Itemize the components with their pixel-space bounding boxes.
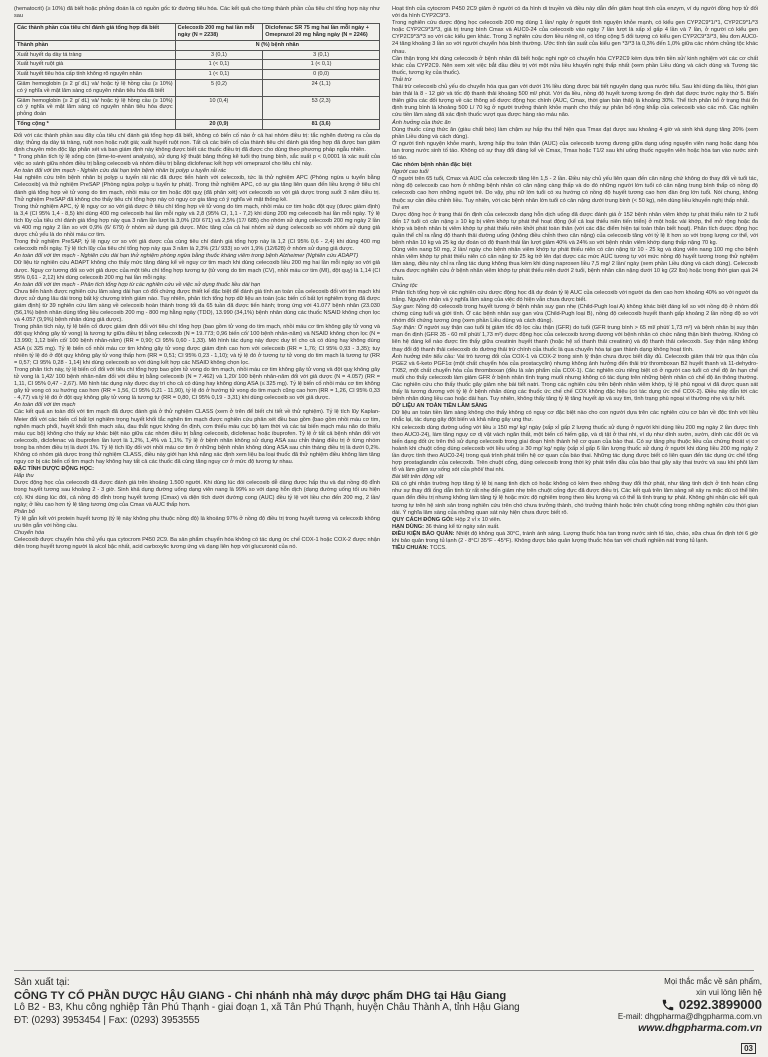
body-paragraph: Dùng viên nang 50 mg, 2 lần/ ngày cho bệnh nhân viêm khớp tự phát thiếu niên có cân nặng từ 10 - 25 kg và dùng viên nang 100 mg cho bệnh nhân viêm khớp tự phát thiếu niên có cân nặng từ 25 kg trở lên đạt được các mức AUC tương tự với mức nồng độ huyết tương trong thử nghiệm lâm sàng, điều này chỉ ra rằng tác dụng không thua kém khi dùng naproxen liều 7,5 mg/ 2 lần/ ngày (xem phần Liều dùng và cách dùng). Celecoxib chưa được nghiên cứu ở bệnh nhân viêm khớp tự phát thiếu niên dưới 2 tuổi, bệnh nhân cân nặng dưới 10 kg (22 lbs) hoặc trong thời gian quá 24 tuần.: [392, 247, 758, 282]
packaging-value: Hộp 2 vỉ x 10 viên.: [455, 516, 502, 523]
section-heading: Trẻ em: [392, 204, 410, 211]
body-paragraph-renal: [392, 325, 758, 353]
inline-text: Vai trò tương đối của COX-1 và COX-2 trong sinh lý thận chưa được biết đầy đủ. Celecoxib giảm thải trừ qua thận của PGE2 và 6-keto PGF1α (một chất chuyển hóa của prostacyclin) nhưng không ảnh hưởng đến thải trừ thromboxan B2 huyết thanh và 11-dehydro-TXB2, một chất chuyển hóa của thromboxan (đều là sản phẩm của COX-1). Các nghiên cứu riêng biệt có ở người cao tuổi có chế độ ăn hạn chế muối cho thấy celecoxib làm giảm GFR ở bệnh nhân tình trạng muối nhưng không có tác dụng trên những bệnh nhân có chế độ ăn thông thường. Các nghiên cứu cho thấy thuốc gây giảm nhẹ bài tiết natri. Trong các nghiên cứu trên bệnh nhân viêm khớp, tỷ lệ phù ngoại vi đã được quan sát thấy là tương đương với tỷ lệ ở bệnh nhân dùng các thuốc ức chế chế COX không đặc hiệu (có tác dụng ức chế COX-2). Điều này dẫn tới các bệnh nhân dùng liều cao hoặc dài hạn. Tuy nhiên, không thấy tăng tỷ lệ tăng huyết áp và suy tim, tình trạng phù ngoại vi thường nhẹ và tự hết.: [392, 353, 758, 403]
body-paragraph: Hoạt tính của cytocrom P450 2C9 giảm ở người có đa hình di truyền và điều này dẫn đến giảm hoạt tính của enzym, ví dụ người đồng hợp tử đối với đa hình CYP2C9*3.: [392, 6, 758, 20]
table-head-diclofenac: Diclofenac SR 75 mg hai lần mỗi ngày + Omeprazol 20 mg hằng ngày (N = 2246): [263, 24, 380, 41]
body-paragraph: Trong thử nghiệm PreSAP, tỷ lệ nguy cơ so với giả dược của cùng tiêu chí đánh giá tổng hợp này là 1,2 (CI 95% 0,6 - 2,4) khi dùng 400 mg celecoxib mỗi ngày. Tỷ lệ tích lũy của tiêu chí tổng hợp này qua 3 năm là 2,3% (21/ 933) so với 1,9% (12/628) ở nhóm sử dụng giả dược.: [14, 239, 380, 253]
table-cell-label: Tổng cộng *: [15, 119, 176, 129]
table-cell-diclofenac: 24 (1,1): [263, 79, 380, 96]
body-paragraph: Celecoxib được chuyển hóa chủ yếu qua cytocrom P450 2C9. Ba sản phẩm chuyển hóa không có tác dụng ức chế COX-1 hoặc COX-2 được nhận diện trong huyết tương người là alcol bậc nhất, acid carboxylic tương ứng và dạng liên hợp với glucuronid của nó.: [14, 537, 380, 551]
table-subheader-row: [15, 40, 380, 50]
manufacturer-label: Sản xuất tại:: [14, 977, 70, 988]
contact-email[interactable]: E-mail: dhgpharma@dhgpharma.com.vn: [617, 1012, 762, 1021]
contact-block: [590, 977, 762, 1033]
section-heading-special: Các nhóm bệnh nhân đặc biệt: [392, 162, 472, 169]
inline-text: Nồng độ celecoxib trong huyết tương ở bệnh nhân suy gan nhẹ (Child-Pugh loại A) không khác biệt đáng kể so với nồng độ ở nhóm đối chứng cùng tuổi và giới tính. Ở các bệnh nhân suy gan vừa (Child-Pugh loại B), nồng độ celecoxib huyết thanh gấp khoảng 2 lần nồng độ so với nhóm đối chứng tương ứng (xem phần Liều dùng và cách dùng).: [392, 303, 758, 325]
section-heading-preclinical: DỮ LIỆU AN TOÀN TIỀN LÂM SÀNG: [392, 403, 488, 410]
inline-heading: Suy gan:: [392, 303, 417, 310]
footer-divider: [14, 970, 754, 971]
body-paragraph: Cần thận trọng khi dùng celecoxib ở bệnh nhân đã biết hoặc nghi ngờ có chuyển hóa CYP2C9 kém dựa trên tiền sử/ kinh nghiệm với các cơ chất khác của CYP2C9. Nên xem xét việc bắt đầu điều trị với một nửa liều khuyến nghị thấp nhất (xem phần Liều dùng và cách dùng và Tương tác thuốc, tương kỵ của thuốc).: [392, 55, 758, 76]
table-cell-celecoxib: 5 (0,2): [175, 79, 263, 96]
company-name: CÔNG TY CỔ PHẦN DƯỢC HẬU GIANG - Chi nhánh nhà máy dược phẩm DHG tại Hậu Giang: [14, 989, 507, 1002]
section-heading: Ảnh hưởng của thức ăn: [392, 119, 451, 126]
body-paragraph: Thải trừ celecoxib chủ yếu do chuyển hóa qua gan với dưới 1% liều dùng được bài tiết nguyên dạng qua nước tiểu. Sau khi dùng đa liều, thời gian bán thải là 8 - 12 giờ và tốc độ thanh thải khoảng 500 ml/ phút. Với đa liều, nồng độ huyết tương tương ổn định đạt được trước ngày thứ 5. Biến thiên giữa các đối tượng về các thông số dược động học chính (AUC, Cmax, thời gian bán thải) là khoảng 30%. Thể tích phân bố ở trạng thái ổn định trung bình là khoảng 500 L/ 70 kg ở người trưởng thành khỏe mạnh cho thấy sự phân bố rộng khắp của celecoxib vào các mô. Các nghiên cứu tiền lâm sàng đã xác định thuốc vượt qua được hàng rào máu não.: [392, 84, 758, 119]
inline-heading: Suy thận:: [392, 325, 418, 332]
company-phone-fax: ĐT: (0293) 3953454 | Fax: (0293) 3953555: [14, 1014, 200, 1026]
phone-icon: [661, 998, 675, 1012]
table-cell-celecoxib: 1 (< 0,1): [175, 70, 263, 80]
section-heading: Thải trừ: [392, 76, 412, 83]
body-paragraph: Trong phân tích này, tỷ lệ biến cố đối với tiêu chí tổng hợp bao gồm tử vong do tim mạch, nhồi máu cơ tim không gây tử vong và đột quỵ không gây tử vong là 1,42/ 100 bệnh nhân-năm đối với điều trị bằng celecoxib (N = 7.462) và 1,20/ 100 bệnh nhân-năm đối với giả dược (N = 4.057) (RR = 1,11, CI 95% 0,47 - 2,67). Mô hình tác dụng này được duy trì cho cả có dùng hay không dùng ASA (≤ 325 mg). Tỷ lệ biến cố nhồi máu cơ tim không gây tử vong có xu hướng cao hơn (RR = 1,56, CI 95% 0,21 - 11,90), tỷ lệ đó ở hướng tử vong do tim mạch cũng cao hơn (RR = 1,26, CI 95% 0,33 - 4,77) và tỷ lệ đó ở đột quỵ không gây tử vong là tương tự (RR = 0,80, CI 95% 0,19 - 3,31) khi dùng celecoxib so với giả dược.: [14, 366, 380, 402]
body-paragraph: Trong phân tích này, tỷ lệ biến cố được giám định đối với tiêu chí tổng hợp (bao gồm tử vong do tim mạch, nhồi máu cơ tim không gây tử vong và đột quỵ không gây tử vong) là tương tự giữa điều trị bằng celecoxib (N = 19.773; 0,96 biến cố/ 100 bệnh nhân-năm) và NSAID không chọn lọc (N = 13.990; 1,12 biến cố/ 100 bệnh nhân-năm) (RR = 0,90; CI 95% 0,60 - 1,33). Mô hình tác dụng này được duy trì cho cả có dùng hay không dùng ASA (≤ 325 mg). Tỷ lệ biến cố nhồi máu cơ tim không gây tử vong được giám định cao hơn với celecoxib (RR = 1,76; CI 95% 0,93 - 3,35); tuy nhiên tỷ lệ đó ở đột quỵ không gây tử vong thấp hơn (RR = 0,51; CI 95% 0,23 - 1,10); và tỷ lệ đó ở tương tự tử vong do tim mạch là tương tự (RR = 0,57; CI 95% 0,28 - 1,14) khi dùng celecoxib so với dùng kết hợp các NSAID không chọn lọc.: [14, 324, 380, 366]
standard-label: TIÊU CHUẨN:: [392, 545, 430, 552]
table-total-row: [15, 119, 380, 129]
section-heading: An toàn đối với tim mạch: [14, 402, 76, 409]
body-paragraph: Ở người trên 65 tuổi, Cmax và AUC của celecoxib tăng lên 1,5 - 2 lần. Điều này chủ yếu liên quan đến cân nặng chứ không do thay đổi về tuổi tác, nồng độ celecoxib cao hơn ở những bệnh nhân có cân nặng càng thấp và do đó những người lớn tuổi có cân nặng trung bình thấp có nồng độ celecoxib cao hơn những người trẻ. Do vậy, phụ nữ lớn tuổi có xu hướng có nồng độ huyết tương cao hơn đàn ông lớn tuổi. Nói chung, không thuộc sự cần điều chỉnh liều. Tuy nhiên, với các bệnh nhân lớn tuổi có cân nặng dưới trung bình (< 50 kg), nên dùng liều khuyến nghị thấp nhất.: [392, 176, 758, 204]
body-paragraph: Chưa tiến hành được nghiên cứu lâm sàng dài hạn có đối chứng được thiết kế đặc biệt để đánh giá tính an toàn của celecoxib đối với tim mạch khi được sử dụng lâu dài trong bất kỳ chương trình giám nào. Tuy nhiên, phân tích tổng hợp dữ liệu an toàn (các biến cố bất lợi nghiêm trọng đã được giám định) từ 39 nghiên cứu lâm sàng về celecoxib hoàn thành trong tối đa 65 tuần đã được tiến hành; trong ứng với 41.077 bệnh nhân (23.030 (56,1%) bệnh nhân dùng tổng liều celecoxib 200 mg - 800 mg hằng ngày (TDD), 13.990 (34,1%) bệnh nhân dùng các thuốc NSAID không chọn lọc và 4.057 (9,9%) bệnh nhân dùng giả dược).: [14, 288, 380, 324]
section-heading-pk: ĐẶC TÍNH DƯỢC ĐỘNG HỌC:: [14, 466, 94, 473]
body-paragraph: Trong thử nghiệm APC, tỷ lệ nguy cơ so với giả dược ở tiêu chí tổng hợp về tử vong do tim mạch, nhồi máu cơ tim hoặc đột quỵ (được giám định) là 3,4 (CI 95% 1,4 - 8,5) khi dùng 400 mg celecoxib hai lần mỗi ngày và 2,8 (95% CI, 1,1 - 7,2) khi dùng 200 mg celecoxib hai lần mỗi ngày. Tỷ lệ tích lũy của tiêu chí đánh giá tổng hợp này qua 3 năm lần lượt là 3,0% (20/ 671) và 2,5% (17/ 685) cho nhóm sử dụng celecoxib 200 mg ngày 2 lần và 400 mg ngày 2 lần so với 0,9% (6/ 679) ở nhóm sử dụng giả dược. Mức tăng của cả hai nhóm sử dụng celecoxib so với nhóm sử dụng giả dược chủ yếu là do nhồi máu cơ tim.: [14, 203, 380, 239]
table-cell-diclofenac: 1 (< 0,1): [263, 60, 380, 70]
table-subhead-n: N (%) bệnh nhân: [175, 40, 379, 50]
standard-line: [392, 545, 758, 552]
section-heading: Chủng tộc: [392, 282, 418, 289]
page-number: 03: [741, 1043, 756, 1054]
body-paragraph: Dùng thuốc cùng thức ăn (giàu chất béo) làm chậm sự hấp thu thể hiện qua Tmax đạt được sau khoảng 4 giờ và sinh khả dụng tăng 20% (xem phần Liều dùng và cách dùng).: [392, 126, 758, 140]
section-heading: An toàn đối với tim mạch - Phân tích tổng hợp từ các nghiên cứu về việc sử dụng thuốc liều dài hạn: [14, 281, 261, 288]
body-paragraph: Đã có ghi nhận trường hợp tăng tỷ lệ bị nang tinh dịch có hoặc không có kèm theo những thay đổi thứ phát, như tăng tinh dịch ở tinh hoàn cũng như sự thay đổi ống dẫn tinh từ rất nhẹ đến giảm nhẹ trên chuột cống đực đã được điều trị. Các kết quả trên lâm sàng sẽ xảy ra mặc dù có thể liên quan đến điều trị nhưng không làm tăng tỷ lệ hoặc mức độ nghiêm trọng theo liều lượng và có thể là tình trạng tự phát. Không ghi nhận các kết quả tương tự trên hệ sinh sản trong nghiên cứu trên chó chưa trưởng thành, chó trưởng thành hoặc trên chuột cống trong những nghiên cứu thời gian dài. Ý nghĩa lâm sàng của những quan sát này hiện chưa được biết rõ.: [392, 481, 758, 516]
storage-line: [392, 531, 758, 545]
body-paragraph: Trong nghiên cứu dược động học celecoxib 200 mg dùng 1 lần/ ngày ở người tình nguyện khỏe mạnh, có kiểu gen CYP2C9*1/*1, CYP2C9*1/*3 hoặc CYP2C9*3/*3, giá trị trung bình Cmax và AUC0-24 của celecoxib vào ngày 7 lần lượt là xấp xỉ gấp 4 lần và 7 lần, ở người có kiểu gen CYP2C9*3/*3 so với các kiểu gen khác. Trong 3 nghiên cứu đơn liều riêng rẽ, có tổng cộng 5 đối tượng có kiểu gen CYP2C9*3/*3, liều đơn AUC0-24 tăng khoảng 3 lần so với người chuyển hóa bình thường. Ước tính tần suất của kiểu gen *3/*3 là 0,3% đến 1,0% giữa các nhóm chủng tộc khác nhau.: [392, 20, 758, 55]
inline-text: Ở người suy thận cao tuổi bị giảm tốc độ lọc cầu thận (GFR) do tuổi (GFR trung bình > 65 ml/ phút/ 1,73 m²) và bệnh nhân bị suy thận mạn ổn định (GFR 35 - 60 ml/ phút/ 1,73 m²) dược động học của celecoxib tương đương với bệnh nhân có chức năng thận bình thường. Không có liên hệ đáng kể nào được tìm thấy giữa creatinin huyết thanh (hoặc hệ số thanh thải creatinin) và độ thanh thải celecoxib. Suy thận nặng không thay đổi độ thanh thải celecoxib do đường thải trừ chính của thuốc là qua chuyển hóa tại gan thành dạng không hoạt tính.: [392, 325, 758, 353]
table-cell-label: Giảm hemoglobin (≥ 2 g/ dL) và/ hoặc tỷ lệ hồng cầu (≥ 10%) có ý nghĩa về mặt lâm sàng có nguyên nhân tiêu hóa được phỏng đoán: [15, 96, 176, 119]
storage-label: ĐIỀU KIỆN BẢO QUẢN:: [392, 530, 457, 537]
table-cell-label: Xuất huyết tiêu hóa cấp tính không rõ nguyên nhân: [15, 70, 176, 80]
table-cell-celecoxib: 20 (0,9): [175, 119, 263, 129]
storage-value: Nhiệt độ không quá 30°C, tránh ánh sáng. Lượng thuốc hòa tan trong nước sinh tố táo, cháo, sữa chua ổn định tới 6 giờ khi bảo quản trong tủ lạnh (2 - 8°C/ 35°F - 45°F). Không được bảo quản lượng thuốc hòa tan với chuối nghiền nát trong tủ lạnh.: [392, 530, 759, 545]
packaging-label: QUY CÁCH ĐÓNG GÓI:: [392, 516, 456, 523]
table-cell-diclofenac: 0 (0,0): [263, 70, 380, 80]
section-heading: Hấp thu: [14, 473, 34, 480]
standard-value: TCCS.: [429, 545, 447, 552]
body-paragraph: Dữ liệu từ nghiên cứu ADAPT không cho thấy mức tăng đáng kể về nguy cơ tim mạch khi dùng celecoxib liều 200 mg hai lần mỗi ngày so với giả dược. Nguy cơ tương đối so với giả dược của một tiêu chí tổng hợp tương tự (tử vong do tim mạch (CV), nhồi máu cơ tim (MI), đột quỵ) là 1,14 (CI 95% 0,61 - 2,12) khi dùng celecoxib 200 mg hai lần mỗi ngày.: [14, 260, 380, 281]
intro-text: (hematocrit) (≥ 10%) đã biết hoặc phỏng đoán là có nguồn gốc từ đường tiêu hóa. Các kết quả cho từng thành phần của tiêu chí tổng hợp này như sau: [14, 6, 380, 20]
contact-line: Mọi thắc mắc về sản phẩm,: [664, 977, 762, 986]
table-head-celecoxib: Celecoxib 200 mg hai lần mỗi ngày (N = 2238): [175, 24, 263, 41]
body-paragraph: Dược động học ở trạng thái ổn định của celecoxib dạng hỗn dịch uống đã được đánh giá ở 152 bệnh nhân viêm khớp tự phát thiếu niên từ 2 tuổi đến 17 tuổi có cân nặng ≥ 10 kg bị viêm khớp tự phát thể hoạt động (kể cả loại thiếu niên tiến triển) ở một hoặc vài khớp, thể mở rộng hoặc đa khớp và bệnh nhân bị viêm khớp tự phát thiếu niên khởi phát toàn thân (với các đặc điểm hiện tại toàn thân biết hoạt). Phân tích dược động học quần thể chỉ ra rằng độ thanh thải đường uống (không điều chỉnh theo cân nặng) của celecoxib tăng với tỷ lệ ít hơn so với trọng lượng cơ thể, với bệnh nhân 10 kg và 25 kg dự đoán có độ thanh thải lần lượt giảm 40% và 24% so với bệnh nhân viêm khớp dạng thấp nặng 70 kg.: [392, 211, 758, 247]
body-paragraph: Hai nghiên cứu trên bệnh nhân bị polyp u tuyến rải rác đã được tiến hành với celecoxib, tức là thử nghiệm APC (Phòng ngừa u tuyến bằng Celecoxib) và thử nghiệm PreSAP (Phòng ngừa polyp u tuyến tự phát). Trong thử nghiệm APC, có sự gia tăng liên quan đến liều lượng ở tiêu chí đánh giá tổng hợp về tử vong do tim mạch, nhồi máu cơ tim hoặc đột quỵ (đã phân xét) với celecoxib so với giả dược trong suốt 3 năm điều trị. Thử nghiệm PreSAP đã không cho thấy tiêu chí tổng hợp này có nguy cơ gia tăng có ý nghĩa về mặt thống kê.: [14, 175, 380, 203]
footnote: * Trong phân tích tỷ lệ sống còn (time-to-event analysis), sử dụng kỹ thuật bảng thống kê tuổi thọ trung bình, sắc suất p < 0,0001 là xác suất của việc so sánh giữa nhóm điều trị bằng celecoxib và nhóm điều trị bằng diclofenac kết hợp với omeprazol cho tiêu chí này.: [14, 154, 380, 168]
section-heading: Chuyển hóa: [14, 530, 45, 536]
body-paragraph: Dữ liệu an toàn tiền lâm sàng không cho thấy không có nguy cơ đặc biệt nào cho con người dựa trên các nghiên cứu cơ bản về độc tính với liều nhắc lại, tác dụng gây đột biến và khả năng gây ung thư.: [392, 410, 758, 424]
table-cell-celecoxib: 10 (0,4): [175, 96, 263, 119]
table-cell-label: Xuất huyết ruột già: [15, 60, 176, 70]
table-head-components: Các thành phần của tiêu chí đánh giá tổng hợp đã biết: [15, 24, 176, 41]
section-heading: Phân bố: [14, 508, 35, 515]
table-subhead-component: Thành phần: [15, 40, 176, 50]
table-row: [15, 96, 380, 119]
body-paragraph: Tỷ lệ gắn kết với protein huyết tương (tỷ lệ này không phụ thuộc nồng độ) là khoảng 97% ở nồng độ điều trị trong huyết tương và celecoxib không ưu tiên gắn với hồng cầu.: [14, 515, 380, 529]
table-cell-label: Xuất huyết dạ dày tá tràng: [15, 50, 176, 60]
expiry-label: HẠN DÙNG:: [392, 523, 426, 530]
left-column: [14, 6, 380, 551]
table-cell-diclofenac: 3 (0,1): [263, 50, 380, 60]
section-heading: Bài tiết trên động vật: [392, 474, 444, 481]
table-cell-celecoxib: 3 (0,1): [175, 50, 263, 60]
manufacturer-footer: [14, 977, 574, 1027]
website-link[interactable]: www.dhgpharma.com.vn: [638, 1021, 762, 1034]
packaging-line: [392, 517, 758, 524]
table-cell-celecoxib: 1 (< 0,1): [175, 60, 263, 70]
table-row: [15, 70, 380, 80]
company-address: Lô B2 - B3, Khu công nghiệp Tân Phú Thạnh - giai đoạn 1, xã Tân Phú Thạnh, huyện Châu Thành A, tỉnh Hậu Giang: [14, 1002, 520, 1014]
right-column: [392, 6, 758, 552]
table-header-row: [15, 24, 380, 41]
gi-events-table: [14, 23, 380, 130]
hotline-number[interactable]: 0292.3899000: [678, 996, 762, 1012]
body-paragraph-hepatic: [392, 304, 758, 325]
section-heading: Người cao tuổi: [392, 169, 429, 176]
expiry-value: 36 tháng kể từ ngày sản xuất.: [425, 523, 500, 530]
table-cell-diclofenac: 53 (2,3): [263, 96, 380, 119]
table-cell-label: Giảm hemoglobin (≥ 2 g/ dL) và/ hoặc tỷ lệ hồng cầu (≥ 10%) có ý nghĩa về mặt lâm sàng có nguyên nhân tiêu hóa đã biết: [15, 79, 176, 96]
body-paragraph: Các kết quả an toàn đối với tim mạch đã được đánh giá ở thử nghiệm CLASS (xem ở trên để biết chi tiết về thử nghiệm). Tỷ lệ tích lũy Kaplan-Meier đối với các biến cố bất lợi nghiêm trọng huyết khối tắc nghẽn tim mạch được nghiên cứu phân xét đều bao gồm (bao gồm nhồi máu cơ tim, nghẽn mạch phổi, huyết khối tĩnh mạch sâu, đau thắt ngực không ổn định, cơn thiếu máu cục bộ tạm thời và các tai biến mạch máu não do thiếu máu cục bộ) không cho thấy sự khác biệt nào giữa các nhóm điều trị bằng celecoxib, diclofenac hoặc ibuprofen. Tỷ lệ ở tất cả bệnh nhân đối với celecoxib, diclofenac và ibuprofen lần lượt là 1,2%, 1,4% và 1,1%. Tỷ lệ ở bệnh nhân không sử dụng ASA sau chỉn tháng điều trị ở từng nhóm trong ba nhóm điều trị là dưới 1%. Tỷ lệ tích lũy đối với nhồi máu cơ tim ở những bệnh nhân không dùng ASA sau chín tháng điều trị là dưới 0,2%. Không có nhóm giả dược trong thử nghiệm CLASS, điều này giới hạn khả năng xác định xem liệu ba loại thuốc đã thử nghiệm điều không làm tăng nguy cơ bị các biến cố tim mạch hay không hay tất cả các thuốc đã cùng tăng nguy cơ ở mức độ tương tự nhau.: [14, 409, 380, 466]
section-heading: An toàn đối với tim mạch - Nghiên cứu dài hạn thử nghiệm phòng ngừa bằng thuốc kháng viêm trong bệnh Alzheimer (Nghiên cứu ADAPT): [14, 253, 359, 260]
body-paragraph: Dược động học của celecoxib đã được đánh giá trên khoảng 1.500 người. Khi dùng lúc đói celecoxib dễ dàng được hấp thu và đạt nồng độ đỉnh trong huyết tương sau khoảng 2 - 3 giờ. Sinh khả dụng đường uống dạng viên nang là 99% so với dạng hỗn dịch (dạng đường uống tối ưu hiện có). Khi dùng lúc đói, cả nồng độ đỉnh trong huyết tương (Cmax) và diện tích dưới đường cong (AUC) đều tỷ lệ với liều cho đến 200 mg, 2 lần/ ngày; ở liều cao hơn tỷ lệ tăng tương ứng của Cmax và AUC thấp hơn.: [14, 480, 380, 508]
body-paragraph: Đối với các thành phần sau đây của tiêu chí đánh giá tổng hợp đã biết, không có biến cố nào ở cả hai nhóm điều trị: tắc nghẽn đường ra của dạ dày; thủng dạ dày tá tràng, ruột non hoặc ruột già; xuất huyết ruột non. Tất cả các biến cố của thành tiêu chí đánh giá tổng hợp đã được ban giám định chuyên môn độc lập phân xét và ban giám định này không được biết các thuốc điều trị đã được cho dùng theo phương pháp ngẫu nhiên.: [14, 132, 380, 153]
body-paragraph: Phân tích tổng hợp về các nghiên cứu dược động học đã dự đoán tỷ lệ AUC của celecoxib với người da đen cao hơn khoảng 40% so với người da trắng. Nguyên nhân và ý nghĩa lâm sàng của việc đó hiện vẫn chưa được biết.: [392, 289, 758, 303]
body-paragraph: Ở người tình nguyện khỏe mạnh, lượng hấp thu toàn thân (AUC) của celecoxib tương đương giữa dạng uống nguyên viên nang hoặc dạng hòa tan trong nước sinh tố táo. Không có sự thay đổi đáng kể về Cmax, Tmax hoặc T1/2 sau khi uống thuốc nguyên viên hoặc hòa tan vào nước sinh tố táo.: [392, 140, 758, 161]
table-cell-diclofenac: 81 (3,6): [263, 119, 380, 129]
table-row: [15, 50, 380, 60]
table-row: [15, 60, 380, 70]
body-paragraph-platelet: [392, 354, 758, 404]
inline-heading: Ảnh hưởng trên tiểu cầu:: [392, 353, 457, 360]
table-row: [15, 79, 380, 96]
hotline-row: [590, 998, 762, 1012]
contact-line: xin vui lòng liên hệ: [696, 987, 762, 997]
body-paragraph: Khi celecoxib dùng đường uống với liều ≥ 150 mg/ kg/ ngày (xấp xỉ gấp 2 lượng thuốc sử dụng ở người khi dùng liều 200 mg ngày 2 lần được tính theo AUC0-24), làm tăng nguy cơ dị vật vách ngăn thất, một biến cố hiếm gặp, và dị tật ở thai nhi, ví dụ như dính sườn, sườn, dính các đốt ức và biến dạng đốt ức trên thỏ sử dụng celecoxib trong giai đoạn hình thành hệ cơ quan của bào thai. Có sự tăng phụ thuộc liều của chứng thoát vị cơ hoành khi chuột cống dùng celecoxib với liều uống ≥ 30 mg/ kg/ ngày (xấp xỉ gấp 6 lần lượng thuốc sử dụng ở người khi dùng liều 200 mg ngày 2 lần được tính theo AUC0-24) trong quá trình phát triển hệ cơ quan của bào thai. Những tác dụng được biết có liên quan đến tác dụng ức chế tổng hợp prostaglandin của celecoxib. Trên chuột cống, dùng celecoxib trong thời kỳ phát triển đầu của bào thai gây sảy thai trước và sau khi phôi làm tổ và làm giảm sự sống sót của phôi/ thai nhi.: [392, 424, 758, 474]
expiry-line: [392, 524, 758, 531]
section-heading: An toàn đối với tim mạch - Nghiên cứu dài hạn trên bệnh nhân bị polyp u tuyến rải rác: [14, 168, 227, 175]
